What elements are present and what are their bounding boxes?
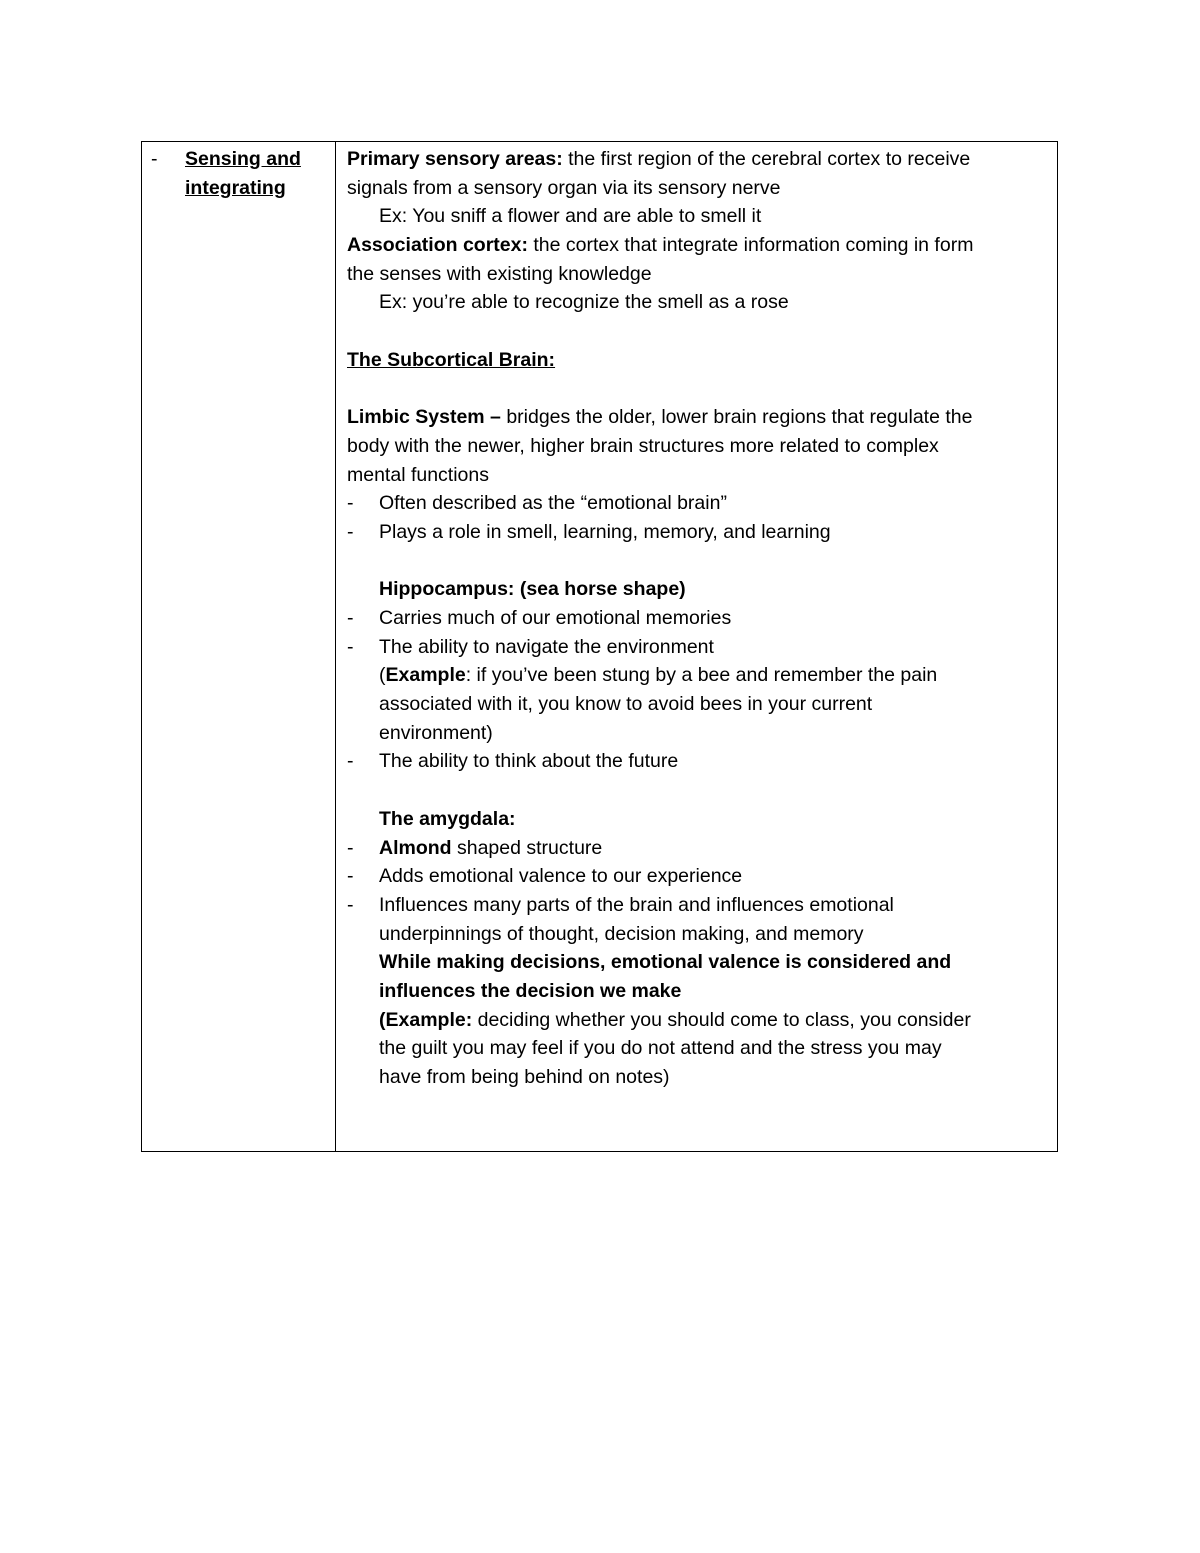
association-line-1 bbox=[347, 231, 1052, 260]
limbic-bullet-1: Often described as the “emotional brain” bbox=[379, 492, 727, 515]
association-example: Ex: you’re able to recognize the smell as a rose bbox=[379, 291, 789, 314]
amygdala-example-line-3: have from being behind on notes) bbox=[379, 1066, 670, 1088]
subcortical-heading: The Subcortical Brain: bbox=[347, 348, 556, 371]
association-text-1: the cortex that integrate information coming in form bbox=[527, 234, 974, 257]
bullet-marker: - bbox=[347, 607, 354, 629]
bullet-marker: - bbox=[347, 750, 354, 773]
amygdala-example-line-1 bbox=[347, 1006, 1052, 1035]
association-line-2: the senses with existing knowledge bbox=[347, 262, 652, 285]
limbic-term: Limbic System – bbox=[347, 406, 501, 429]
topic-line-2: integrating bbox=[185, 176, 286, 199]
hippocampus-example-line-3: environment) bbox=[379, 721, 493, 744]
amygdala-example-text-1: deciding whether you should come to class, you consider bbox=[472, 1008, 971, 1031]
list-item bbox=[347, 834, 1052, 863]
hippocampus-example-line-2: associated with it, you know to avoid bees in your current bbox=[379, 693, 873, 716]
hippocampus-bullet-1: Carries much of our emotional memories bbox=[379, 607, 732, 629]
primary-line-1 bbox=[347, 145, 1052, 174]
limbic-line-2: body with the newer, higher brain structures more related to complex bbox=[347, 434, 939, 457]
amygdala-bullet-1-rest: shaped structure bbox=[451, 836, 603, 859]
amygdala-example-line-2: the guilt you may feel if you do not attend and the stress you may bbox=[379, 1037, 942, 1060]
amygdala-bullet-3-cont: underpinnings of thought, decision making, and memory bbox=[379, 922, 864, 945]
list-item bbox=[347, 891, 1052, 920]
hippocampus-bullet-3: The ability to think about the future bbox=[379, 750, 679, 773]
limbic-line-1 bbox=[347, 403, 1052, 432]
amygdala-bullet-2: Adds emotional valence to our experience bbox=[379, 865, 743, 888]
limbic-text-1: bridges the older, lower brain regions that regulate the bbox=[500, 406, 973, 429]
amygdala-bullet-1-bold: Almond bbox=[379, 836, 452, 859]
bullet-marker: - bbox=[347, 893, 354, 916]
notes-table bbox=[141, 141, 1058, 1152]
bullet-marker: - bbox=[347, 865, 354, 888]
list-item bbox=[347, 604, 1052, 633]
hippocampus-example-text-1: : if you’ve been stung by a bee and remember the pain bbox=[465, 664, 938, 687]
bullet-marker: - bbox=[347, 492, 354, 515]
primary-example: Ex: You sniff a flower and are able to smell it bbox=[379, 205, 762, 228]
list-item bbox=[347, 633, 1052, 662]
primary-term: Primary sensory areas: bbox=[347, 148, 563, 170]
hippocampus-heading: Hippocampus: (sea horse shape) bbox=[379, 578, 686, 601]
hippocampus-bullet-2: The ability to navigate the environment bbox=[379, 635, 714, 658]
bullet-marker: - bbox=[347, 635, 354, 658]
primary-line-2: signals from a sensory organ via its sensory nerve bbox=[347, 176, 781, 199]
association-term: Association cortex: bbox=[347, 234, 528, 257]
topic-dash: - bbox=[151, 148, 158, 170]
notes-cell bbox=[347, 145, 1052, 1092]
hippocampus-example-open: ( bbox=[379, 664, 386, 687]
amygdala-bold-line-1: While making decisions, emotional valence is considered and bbox=[379, 951, 952, 974]
list-item bbox=[347, 862, 1052, 891]
limbic-line-3: mental functions bbox=[347, 463, 489, 486]
bullet-marker: - bbox=[347, 836, 354, 859]
bullet-marker: - bbox=[347, 520, 354, 543]
amygdala-bullet-1 bbox=[347, 837, 602, 859]
list-item bbox=[347, 518, 1052, 547]
topic-line-1: Sensing and bbox=[185, 148, 301, 170]
primary-text-1: the first region of the cerebral cortex to receive bbox=[562, 148, 971, 170]
list-item bbox=[347, 747, 1052, 776]
hippocampus-example-line-1 bbox=[347, 661, 1052, 690]
topic-heading bbox=[185, 145, 325, 202]
amygdala-bullet-3: Influences many parts of the brain and influences emotional bbox=[379, 893, 894, 916]
column-divider bbox=[335, 142, 336, 1151]
amygdala-bold-line-2: influences the decision we make bbox=[379, 979, 682, 1002]
amygdala-heading: The amygdala: bbox=[379, 807, 516, 830]
limbic-bullet-2: Plays a role in smell, learning, memory, and learning bbox=[379, 520, 831, 543]
list-item bbox=[347, 489, 1052, 518]
hippocampus-example-label: Example bbox=[385, 664, 466, 687]
amygdala-example-label: (Example: bbox=[379, 1008, 473, 1031]
